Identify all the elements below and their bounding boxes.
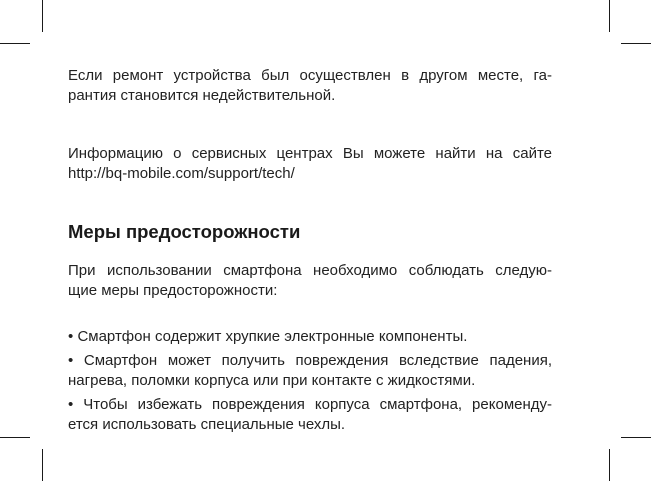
bullet-marker: • — [68, 328, 74, 345]
spacer — [68, 243, 552, 261]
bullet-text: Смартфон может получить повреждения вследствие падения, — [83, 352, 552, 369]
service-paragraph-line1: Информацию о сервисных центрах Вы можете найти на сайте — [68, 145, 552, 162]
list-item-3-line2: ется использовать специальные чехлы. — [68, 416, 346, 433]
intro-line1: При использовании смартфона необходимо соблюдать следую- — [68, 262, 552, 279]
crop-mark-bottom-right-vertical — [609, 449, 610, 481]
warranty-paragraph-line1: Если ремонт устройства был осуществлен в другом месте, га- — [68, 67, 552, 84]
list-item-2-line1 — [68, 351, 552, 371]
page-content — [68, 66, 552, 435]
bullet-list — [68, 327, 552, 435]
bullet-marker: • — [68, 396, 74, 413]
bullet-marker: • — [68, 352, 74, 369]
list-item-1 — [68, 327, 552, 347]
crop-mark-bottom-left-horizontal — [0, 437, 30, 438]
crop-mark-top-right-horizontal — [621, 43, 651, 44]
spacer — [68, 301, 552, 327]
warranty-paragraph-line2: рантия становится недействительной. — [68, 87, 336, 104]
crop-mark-top-right-vertical — [609, 0, 610, 32]
spacer — [68, 184, 552, 221]
crop-mark-top-left-vertical — [42, 0, 43, 32]
crop-mark-bottom-left-vertical — [42, 449, 43, 481]
bullet-text: Смартфон содержит хрупкие электронные компоненты. — [77, 328, 468, 345]
list-item-3-line1 — [68, 395, 552, 415]
section-heading: Меры предосторожности — [68, 221, 301, 242]
service-url[interactable]: http://bq-mobile.com/support/tech/ — [68, 165, 295, 182]
crop-mark-bottom-right-horizontal — [621, 437, 651, 438]
spacer — [68, 106, 552, 144]
crop-mark-top-left-horizontal — [0, 43, 30, 44]
intro-line2: щие меры предосторожности: — [68, 282, 278, 299]
bullet-text: Чтобы избежать повреждения корпуса смартфона, рекоменду- — [83, 396, 553, 413]
list-item-2-line2: нагрева, поломки корпуса или при контакте с жидкостями. — [68, 372, 476, 389]
